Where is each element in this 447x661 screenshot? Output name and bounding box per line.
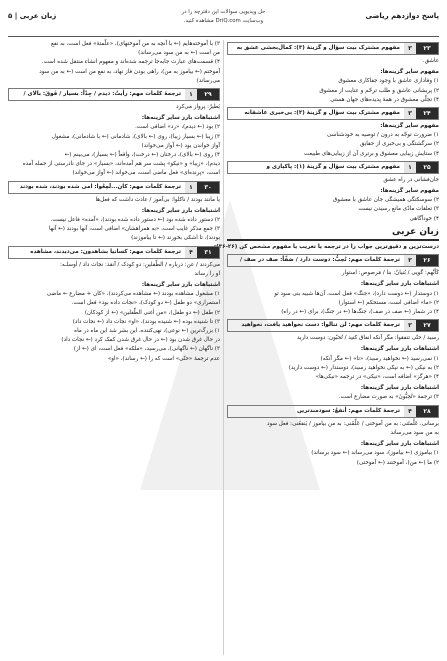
header-note-line-1: حل ویدیویی سوالات این دفترچه را در [181,9,266,15]
answer-option: ۳ [404,320,416,331]
text-line: ۲) ما (← من)، آموختند (← آموختی) [356,459,439,466]
text-line: ۲) بود (← دیدم)، «رد» اضافی است. [134,124,220,131]
text-line: برسانی، عَلَّمتَنی: به من آموختی / عَلِّمْنی: به من بیاموز / یَنفعُنی: فعل سود [266,420,439,427]
text-line: یَطیرُ: پرواز می‌کرد [176,104,220,111]
text-line: ۱) ضرورت توجّه به درون / توصیه به خودشناسی [327,132,439,139]
subheading: اشتباهات بارز سایر گزینه‌ها: [360,346,439,353]
question-30-header [8,181,220,194]
text-line: ۴) روی (← بالای)، درختان (← درخت)، واقعاً (← بسیار)، می‌بینم (← [64,152,220,159]
text-line: ۱) دوستدار (← دوست دارد)، «جنگ» فعل است، آن‌ها شبیه بنی سود تو [274,290,439,297]
text-line: ۲) «ما» اضافی است، مستحکم (← استوار) [338,299,439,306]
text-line: ۴) ستایش زیبایی معشوق و برتری آن از زیبایی‌های طبیعت [304,150,439,157]
text-line: ۴) خودآگاهی [409,215,439,222]
question-31-header [8,246,220,259]
text-line: در حال غرق شدن بود (← در حال غرق شدن کمک کرد (← نجات داد) [61,337,220,344]
text-line: می‌کردند / عن: درباره / الطِّفلین: دو کودک / اَنقذ: نجات داد / أوسلـه: [60,261,220,268]
question-29-header [8,88,220,101]
answer-option: ۴ [185,247,197,258]
text-line: ۳) ترجمهٔ «تُحِبُّونَ» به صورت مضارع است. [338,394,439,401]
page-header [8,6,439,38]
question-24-header [227,107,439,120]
text-line: ۲) به نیکی (← به نیکی نخواهید رسید)، دوستدار (← دوست دارید) [288,364,439,371]
question-23-header [227,42,439,55]
question-title: مفهوم مشترک بیت سؤال و گزینهٔ (۳): بی‌خبری عاشقانه [244,110,400,117]
text-line: رسید / حتّی تنفقوا: مگر آنکه انفاق کنید / تُحبّون: دوست دارید [296,335,439,342]
answer-option: ۴ [404,406,416,417]
text-line: عدم ترجمهٔ «حتّی» است که را (← رساند)، «او» [107,355,220,362]
text-line: ۱) بزرگ‌ترین (← نوعی)، نهی‌کننده، این بشر شد این ماه در ماه [74,328,220,335]
question-number: ۳۰ [197,182,219,193]
subheading: مفهوم سایر گزینه‌ها: [380,69,439,76]
text-line: من است (← به من سود می‌رساند) [138,50,220,57]
subheading: اشتباهات بارز سایر گزینه‌ها: [141,282,220,289]
header-left-title: زبان عربی | ۵ [8,12,57,20]
text-line: است، «پرنده‌ای» فعل ماضی است، می‌خواند (← آواز می‌خواند) [72,170,220,177]
text-line: آموختم (← بیاموز به من)، راهی بودن فاز نهاد، به نفع من است (← به من سود [39,68,220,75]
text-line: می‌رساند) [196,77,220,84]
question-number: ۲۶ [416,255,438,266]
answer-option: ۳ [404,43,416,54]
text-line: ۳) تعلقات مادّی مانع رسیدن نیست [358,206,439,213]
subheading: اشتباهات بارز سایر گزینه‌ها: [360,385,439,392]
text-line: ۳) زیبا (← بسیار زیبا)، روی (← بالای)، شادمانی (← با شادمانی)، مشغول [51,133,220,140]
answer-option: ۳ [404,255,416,266]
text-line: جان‌فشانی در راه عشق [383,176,439,183]
text-line: ۳) ناگهان (← ناگهانی)، می‌رسید، «ملکه» فعل است، ای (← از) [73,346,220,353]
question-number: ۲۵ [416,162,438,173]
text-line: یا مانند بودند / ناکلوا: بی‌آموز / عادت داشت که فعل‌ها [95,196,220,203]
question-number: ۲۴ [416,108,438,119]
answer-option: ۱ [185,89,197,100]
subheading: اشتباهات بارز سایر گزینه‌ها: [360,281,439,288]
question-number: ۳۱ [197,247,219,258]
question-27-header [227,319,439,332]
question-26-header [227,254,439,267]
text-line: او را رساند [194,270,220,277]
text-line: عاشق. [422,58,439,64]
text-line: دیدم)، «زیبا» و «نیکو» پشت سر هم آمده‌اند، «بسیار» در جای نادرستی از جمله آمده [22,161,220,168]
subheading: اشتباهات بارز سایر گزینه‌ها: [141,207,220,214]
section-intro: درست‌ترین و دقیق‌ترین جواب را در ترجمه یا تعریب یا مفهوم مشخص کن (۲۶-۳۶ [218,244,439,251]
question-title: مفهوم مشترک بیت سؤال و گزینهٔ (۳): کمال‌بخشی عشق به [236,45,400,51]
question-number: ۲۳ [416,43,438,54]
question-number: ۲۸ [416,406,438,417]
header-divider [8,36,439,37]
subheading: اشتباهات بارز سایر گزینه‌ها: [141,115,220,122]
question-number: ۲۷ [416,320,438,331]
section-title: زبان عربی [227,228,439,241]
text-line: ۲) سوسکتگی همیشگی جان عاشق با معشوق [332,197,439,204]
text-line: ۲) سرگشتگی و بی‌خبری از حقایق [360,141,439,148]
text-line: ۱) بیاموزی (← بیاموز)، سود می‌رساند (← سود برساند) [311,450,439,457]
question-title: ترجمهٔ کلمات مهم: لن تنالوا: دست نخواهید یافت، نخواهید [241,322,400,329]
question-title: ترجمهٔ کلمات مهم: رأیتُ: دیدم / جِدّاً: بسیار / فَوقَ: بالای / [23,91,181,98]
question-title: ترجمهٔ کلمات مهم: کسانیا بشاهدون: می‌دیدند، مشاهده [30,248,181,255]
subheading: مفهوم سایر گزینه‌ها: [380,188,439,195]
answer-option: ۱ [404,162,416,173]
text-line: ۳) با آموخته‌هایم (← با آنچه به من آموختهای)، «علّمتهٔ» فعل است، به نفع [50,41,220,47]
text-line: ۲) پریشانی عاشق و طلب ترحّم و عنایت از معشوق [319,87,439,94]
answer-option: ۳ [404,108,416,119]
question-title: ترجمهٔ کلمات مهم: کان...لَمِعُوا: امی شده بودند، شده بودند [19,183,181,190]
text-line: ۱) وفاداری عاشق با وجود جفاکاری معشوق [338,78,439,85]
text-line: به من سود می‌رساند [390,429,439,436]
subheading: اشتباهات بارز سایر گزینه‌ها: [360,441,439,448]
question-number: ۲۹ [197,89,219,100]
question-28-header [227,405,439,418]
question-title: مفهوم مشترک بیت سؤال و گزینهٔ (۱): پاکبازی و [266,163,400,170]
text-line: ۴) «هرگز» اضافه است، «نیکی» در ترجمه «نیکی‌ها» [315,374,439,381]
text-line: ۴) تجلّی معشوق در همهٔ پدیده‌های جهان هستی [330,96,439,103]
text-line: ۲) طفل (← دو طفل)، «من أغنی الطِّفلین» (← از کودکان) [84,309,220,316]
column-divider [223,40,224,655]
left-column [8,40,220,655]
text-line: ۴) در شمار (← صف در صف)، جنگ‌ها (← در جنگ)، برای (← در راه) [281,309,439,316]
text-line: ۴) قسمت‌های عبارت جابه‌جا ترجمه شده‌اند و مفهوم انشاء منتقل شده است. [41,59,220,66]
text-line: ۱) مشغول مشاهده بودند (← مشاهده می‌کردند)، «کان + مضارع ← ماضی [46,291,220,298]
question-title: ترجمهٔ کلمات مهم: تُحِبُّ: دوست دارد / صَفّاً: صف در صف / [240,257,400,264]
text-line: استمراری» دو طفل (← دو کودک)، «نجات داده بود» فعل است. [71,300,220,307]
subheading: مفهوم سایر گزینه‌ها: [380,123,439,130]
text-line: آواز خواندن بود (← آواز می‌خواند) [141,142,220,149]
header-note-line-2: وب‌سایت DriQ.com مشاهده کنید. [183,18,264,24]
text-line: ۱) نمی‌رسید (← نخواهید رسید)، «تا» (← مگر آنکه) [320,355,439,362]
text-line: بودند)، تا اشکی بخورند (← تا بیاموزند) [131,235,220,242]
question-title: ترجمهٔ کلمات مهم: أنفعُ: سودمندترین [296,407,400,414]
text-line: ۲) دستور داده شده بود (← دستور داده شده بودند)، «آمده» فاعل نیست. [50,217,220,224]
header-center-note [144,8,304,26]
answer-option: ۱ [185,182,197,193]
question-25-header [227,161,439,174]
header-right-title: پاسخ دوازدهم ریاضی [365,12,439,20]
text-line: ۳) جمع مذکر غایب است، «به همراهشان» اضافی است، آنها بودند (← آنها [48,226,220,233]
text-line: ۳) تا شنیده بوده (← شنیده بودند)، «او» نجات داد (← نجات داد) [72,318,220,325]
right-column [218,40,439,655]
text-line: کَأنَّهم: گویی / بُنیانٌ: بنا / مَرصوص: استوار [341,270,439,277]
